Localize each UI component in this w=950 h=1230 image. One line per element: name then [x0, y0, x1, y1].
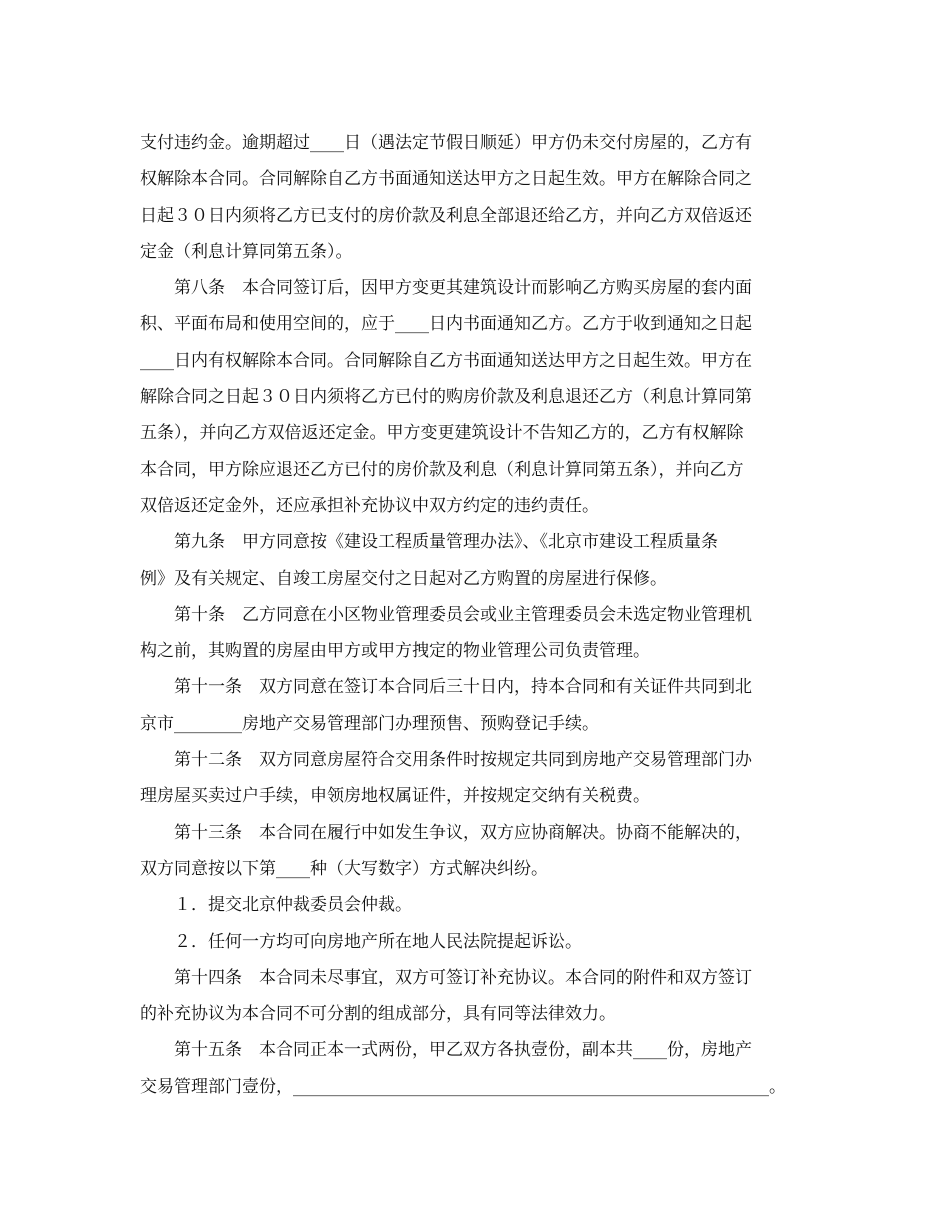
contract-text — [140, 125, 812, 1105]
text-line: 双方同意按以下第____种（大写数字）方式解决纠纷。 — [140, 858, 548, 879]
text-line: 双倍返还定金外，还应承担补充协议中双方约定的违约责任。 — [140, 495, 599, 516]
text-line: 第十二条 双方同意房屋符合交用条件时按规定共同到房地产交易管理部门办 — [140, 750, 752, 771]
text-line: 第十五条 本合同正本一式两份，甲乙双方各执壹份，副本共____份，房地产 — [140, 1040, 752, 1061]
text-line: 的补充协议为本合同不可分割的组成部分，具有同等法律效力。 — [140, 1004, 616, 1025]
text-line: １．提交北京仲裁委员会仲裁。 — [140, 895, 412, 916]
text-line: 第十条 乙方同意在小区物业管理委员会或业主管理委员会未选定物业管理机 — [140, 604, 752, 625]
text-line: 例》及有关规定、自竣工房屋交付之日起对乙方购置的房屋进行保修。 — [140, 568, 667, 589]
text-line: 第八条 本合同签订后，因甲方变更其建筑设计而影响乙方购买房屋的套内面 — [140, 278, 752, 299]
text-line: 支付违约金。逾期超过____日（遇法定节假日顺延）甲方仍未交付房屋的，乙方有 — [140, 133, 752, 153]
text-line: ２．任何一方均可向房地产所在地人民法院提起诉讼。 — [140, 931, 582, 952]
text-line: 日起３０日内须将乙方已支付的房价款及利息全部退还给乙方，并向乙方双倍返还 — [140, 205, 752, 226]
text-line: 解除合同之日起３０日内须将乙方已付的购房价款及利息退还乙方（利息计算同第 — [140, 387, 752, 408]
text-line: 京市________房地产交易管理部门办理预售、预购登记手续。 — [140, 713, 599, 734]
text-line: 定金（利息计算同第五条）。 — [140, 241, 353, 262]
text-line: 第十四条 本合同未尽事宜，双方可签订补充协议。本合同的附件和双方签订 — [140, 967, 752, 988]
text-line: 权解除本合同。合同解除自乙方书面通知送达甲方之日起生效。甲方在解除合同之 — [140, 169, 752, 190]
text-line: 第十一条 双方同意在签订本合同后三十日内，持本合同和有关证件共同到北 — [140, 677, 752, 698]
text-line: 五条），并向乙方双倍返还定金。甲方变更建筑设计不告知乙方的，乙方有权解除 — [140, 423, 744, 444]
text-line: ____日内有权解除本合同。合同解除自乙方书面通知送达甲方之日起生效。甲方在 — [140, 350, 752, 371]
text-line: 理房屋买卖过户手续，申领房地权属证件，并按规定交纳有关税费。 — [140, 786, 650, 807]
text-line: 积、平面布局和使用空间的，应于____日内书面通知乙方。乙方于收到通知之日起 — [140, 314, 752, 335]
text-line: 构之前，其购置的房屋由甲方或甲方拽定的物业管理公司负责管理。 — [140, 641, 650, 662]
text-line: 第九条 甲方同意按《建设工程质量管理办法》、《北京市建设工程质量条 — [140, 532, 718, 553]
text-line: 第十三条 本合同在履行中如发生争议，双方应协商解决。协商不能解决的， — [140, 822, 752, 843]
text-line: 交易管理部门壹份，________________________________________________________。 — [140, 1076, 786, 1097]
text-line: 本合同，甲方除应退还乙方已付的房价款及利息（利息计算同第五条），并向乙方 — [140, 459, 744, 480]
